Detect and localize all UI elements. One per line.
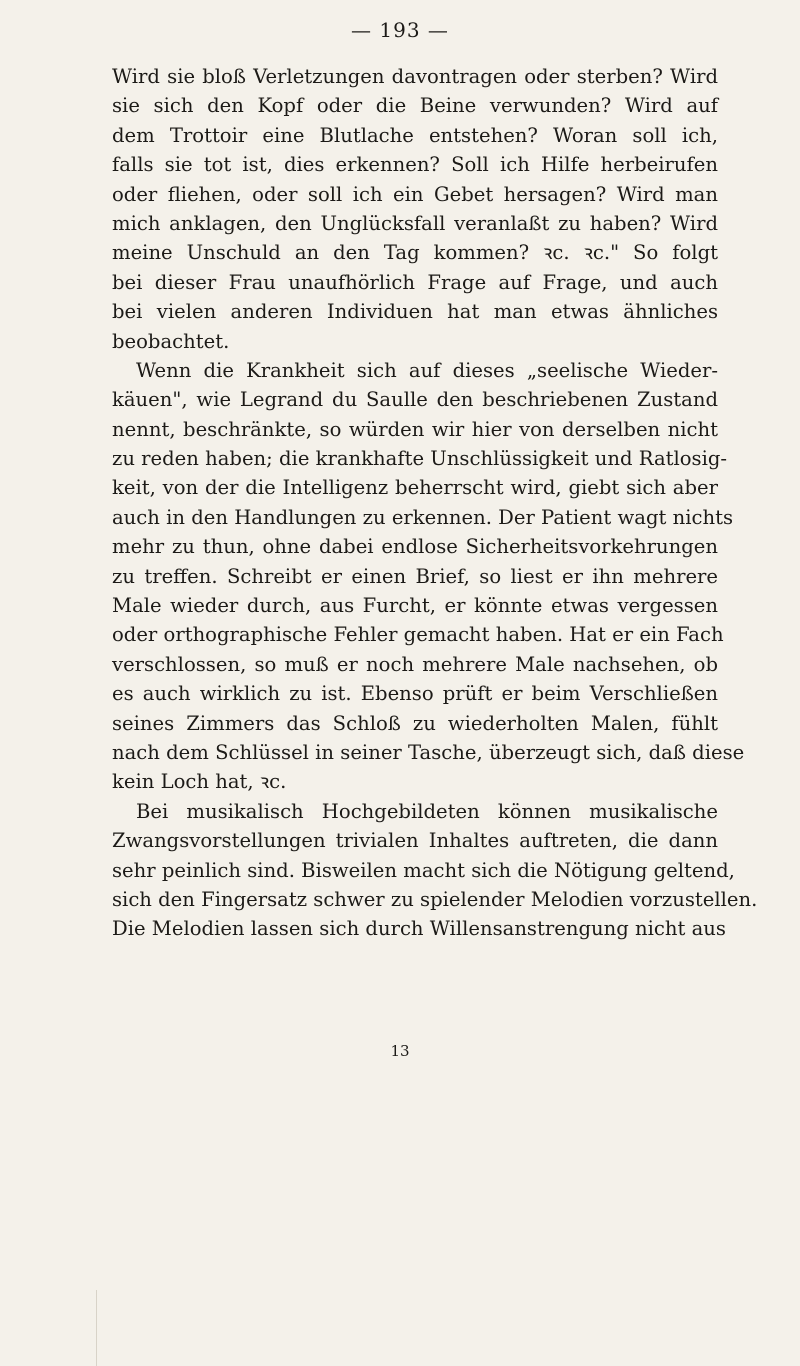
text-line: auch in den Handlungen zu erkennen. Der Patient wagt nichts [112,505,734,529]
text-line: falls sie tot ist, dies erkennen? Soll ich Hilfe herbeirufen [112,153,718,177]
text-line: Bei musikalisch Hochgebildeten können musikalische [136,799,718,823]
text-line: oder fliehen, oder soll ich ein Gebet hersagen? Wird man [112,182,718,206]
text-line: keit, von der die Intelligenz beherrscht wird, giebt sich aber [112,476,718,500]
text-line: sehr peinlich sind. Bisweilen macht sich die Nötigung geltend, [112,858,735,882]
signature-mark: 13 [390,1042,410,1060]
text-line: meine Unschuld an den Tag kommen? ꝛc. ꝛc." So folgt [112,241,718,265]
text-line: sie sich den Kopf oder die Beine verwunden? Wird auf [112,94,718,118]
text-line: bei vielen anderen Individuen hat man etwas ähnliches [112,300,718,324]
text-line: Wenn die Krankheit sich auf dieses „seelische Wieder- [136,358,718,382]
text-line: nach dem Schlüssel in seiner Tasche, überzeugt sich, daß diese [112,740,745,764]
text-line: zu reden haben; die krankhafte Unschlüssigkeit und Ratlosig- [112,447,728,471]
paragraph-3 [112,797,758,944]
paragraph-2 [112,356,745,797]
text-line: mehr zu thun, ohne dabei endlose Sicherheitsvorkehrungen [112,535,718,559]
text-line: Male wieder durch, aus Furcht, er könnte etwas vergessen [112,594,718,618]
text-line: dem Trottoir eine Blutlache entstehen? Woran soll ich, [112,123,718,147]
text-line: Wird sie bloß Verletzungen davontragen oder sterben? Wird [112,65,718,88]
text-line: oder orthographische Fehler gemacht haben. Hat er ein Fach [112,623,724,647]
text-line: kein Loch hat, ꝛc. [112,770,287,794]
page-number: — 193 — [351,18,449,42]
text-line: bei dieser Frau unaufhörlich Frage auf Frage, und auch [112,270,718,294]
text-line: Zwangsvorstellungen trivialen Inhaltes auftreten, die dann [112,829,718,853]
text-line: Die Melodien lassen sich durch Willensanstrengung nicht aus [112,917,726,941]
text-line: nennt, beschränkte, so würden wir hier von derselben nicht [112,417,718,441]
paragraph-1 [112,62,718,356]
text-line: verschlossen, so muß er noch mehrere Male nachsehen, ob [112,652,718,676]
scan-edge-divider [96,1290,115,1366]
text-line: beobachtet. [112,329,230,353]
text-line: es auch wirklich zu ist. Ebenso prüft er beim Verschließen [112,682,718,706]
text-line: seines Zimmers das Schloß zu wiederholten Malen, fühlt [112,711,718,735]
text-line: sich den Fingersatz schwer zu spielender Melodien vorzustellen. [112,887,758,911]
text-line: käuen", wie Legrand du Saulle den beschriebenen Zustand [112,388,718,412]
body-text [112,62,758,944]
text-line: mich anklagen, den Unglücksfall veranlaßt zu haben? Wird [112,211,718,235]
text-line: zu treffen. Schreibt er einen Brief, so liest er ihn mehrere [112,564,718,588]
